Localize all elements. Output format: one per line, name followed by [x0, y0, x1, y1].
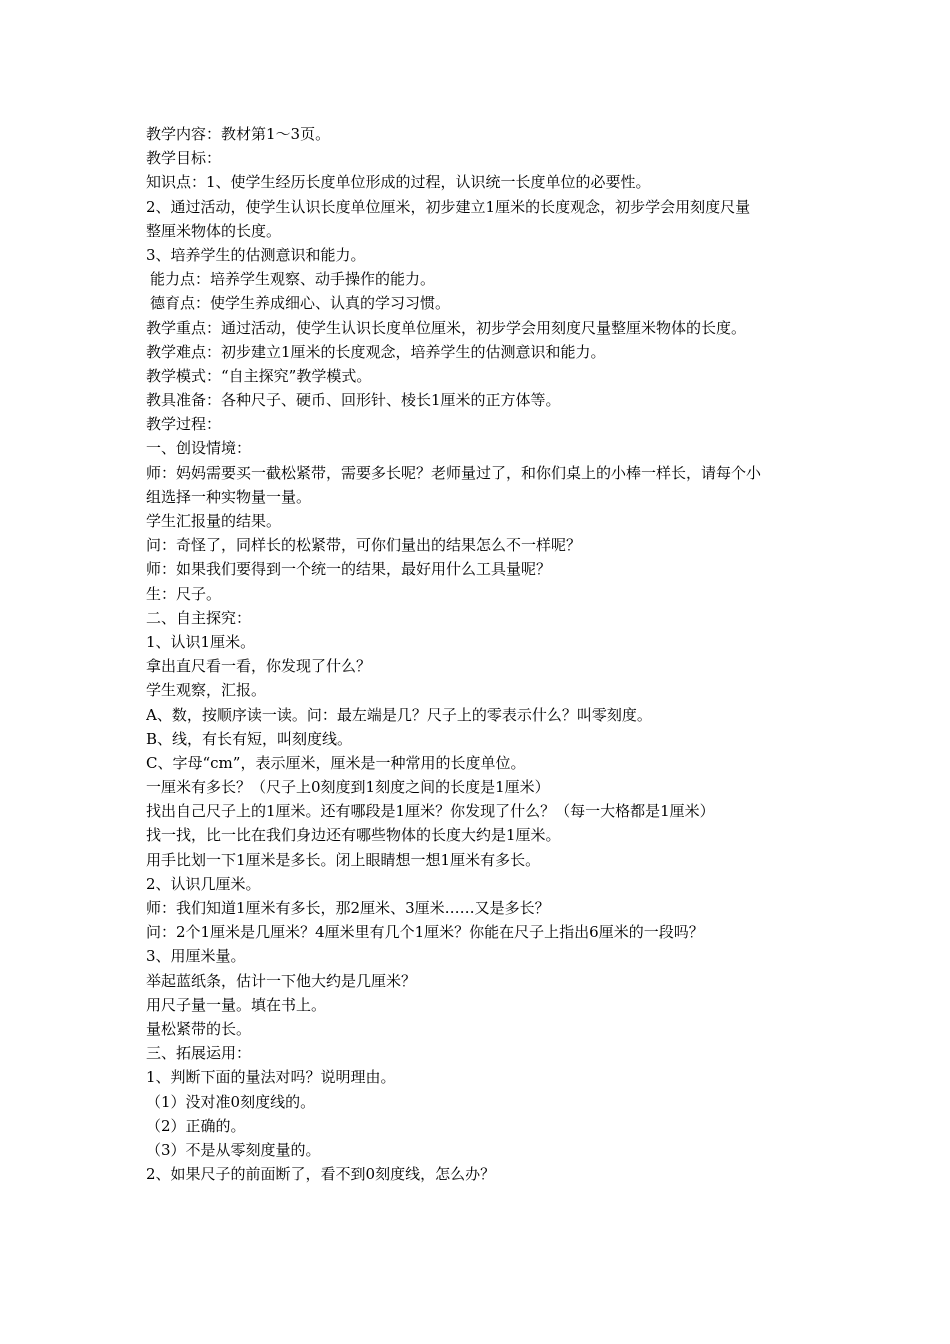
text-line-question-2: 问：2个1厘米是几厘米？4厘米里有几个1厘米？你能在尺子上指出6厘米的一段吗？	[146, 923, 704, 942]
text-line-broken-ruler: 2、如果尺子的前面断了，看不到0刻度线，怎么办？	[146, 1165, 496, 1184]
text-line-section-1: 一、创设情境：	[146, 439, 252, 458]
text-line-teacher-3: 师：我们知道1厘米有多长，那2厘米、3厘米……又是多长？	[146, 899, 550, 917]
text-line-item-a: A、数，按顺序读一读。问：最左端是几？尺子上的零表示什么？叫零刻度。	[146, 705, 652, 724]
text-line-teaching-content: 教学内容：教材第1～3页。	[146, 125, 331, 143]
text-line-measure-band: 量松紧带的长。	[146, 1019, 252, 1038]
text-line-goal-3: 3、培养学生的估测意识和能力。	[146, 245, 366, 264]
text-line-knowledge-point: 知识点：1、使学生经历长度单位形成的过程，认识统一长度单位的必要性。	[146, 173, 651, 192]
text-line-ruler-look: 拿出直尺看一看，你发现了什么？	[146, 657, 372, 676]
text-line-student-answer: 生：尺子。	[146, 584, 222, 603]
text-line-student-observe: 学生观察，汇报。	[146, 681, 267, 700]
text-line-section-2: 二、自主探究：	[146, 608, 252, 627]
text-line-step-3: 3、用厘米量。	[146, 947, 246, 966]
text-line-compare: 找一找，比一比在我们身边还有哪些物体的长度大约是1厘米。	[146, 826, 561, 845]
text-line-judge-3: （3）不是从零刻度量的。	[146, 1140, 321, 1159]
text-line-item-b: B、线，有长有短，叫刻度线。	[146, 729, 353, 748]
text-line-step-1: 1、认识1厘米。	[146, 632, 256, 651]
text-line-teaching-aids: 教具准备：各种尺子、硬币、回形针、棱长1厘米的正方体等。	[146, 391, 561, 410]
text-line-section-3: 三、拓展运用：	[146, 1044, 252, 1063]
text-line-difficult-point: 教学难点：初步建立1厘米的长度观念，培养学生的估测意识和能力。	[146, 342, 606, 361]
text-line-gesture: 用手比划一下1厘米是多长。闭上眼睛想一想1厘米有多长。	[146, 850, 541, 869]
text-line-teaching-mode: 教学模式：“自主探究”教学模式。	[146, 366, 372, 385]
text-line-step-2: 2、认识几厘米。	[146, 874, 261, 893]
text-line-teacher-1: 师：妈妈需要买一截松紧带，需要多长呢？老师量过了，和你们桌上的小棒一样长，请每个小	[146, 463, 762, 482]
text-line-judge: 1、判断下面的量法对吗？说明理由。	[146, 1068, 396, 1087]
text-line-goal-2-cont: 整厘米物体的长度。	[146, 221, 282, 240]
text-line-measure: 用尺子量一量。填在书上。	[146, 995, 327, 1014]
text-line-goal-2: 2、通过活动，使学生认识长度单位厘米，初步建立1厘米的长度观念，初步学会用刻度尺量	[146, 197, 751, 216]
text-line-student-report: 学生汇报量的结果。	[146, 512, 282, 530]
text-line-process-heading: 教学过程：	[146, 415, 222, 434]
text-line-teaching-goals-heading: 教学目标：	[146, 149, 222, 168]
text-line-teacher-2: 师：如果我们要得到一个统一的结果，最好用什么工具量呢？	[146, 560, 552, 579]
lesson-plan-text	[146, 122, 818, 1186]
text-line-estimate: 举起蓝纸条，估计一下他大约是几厘米？	[146, 971, 417, 990]
text-line-judge-2: （2）正确的。	[146, 1116, 246, 1135]
text-line-moral-point: 德育点：使学生养成细心、认真的学习习惯。	[150, 294, 451, 313]
text-line-one-cm-length: 一厘米有多长？（尺子上0刻度到1刻度之间的长度是1厘米）	[146, 778, 550, 797]
text-line-key-point: 教学重点：通过活动，使学生认识长度单位厘米，初步学会用刻度尺量整厘米物体的长度。	[146, 318, 747, 337]
text-line-question-1: 问：奇怪了，同样长的松紧带，可你们量出的结果怎么不一样呢？	[146, 536, 582, 555]
text-line-find-one-cm: 找出自己尺子上的1厘米。还有哪段是1厘米？你发现了什么？（每一大格都是1厘米）	[146, 802, 715, 821]
text-line-item-c: C、字母“cm”，表示厘米，厘米是一种常用的长度单位。	[146, 753, 526, 772]
text-line-ability-point: 能力点：培养学生观察、动手操作的能力。	[150, 270, 436, 289]
text-line-judge-1: （1）没对准0刻度线的。	[146, 1092, 316, 1111]
text-line-teacher-1-cont: 组选择一种实物量一量。	[146, 487, 312, 506]
